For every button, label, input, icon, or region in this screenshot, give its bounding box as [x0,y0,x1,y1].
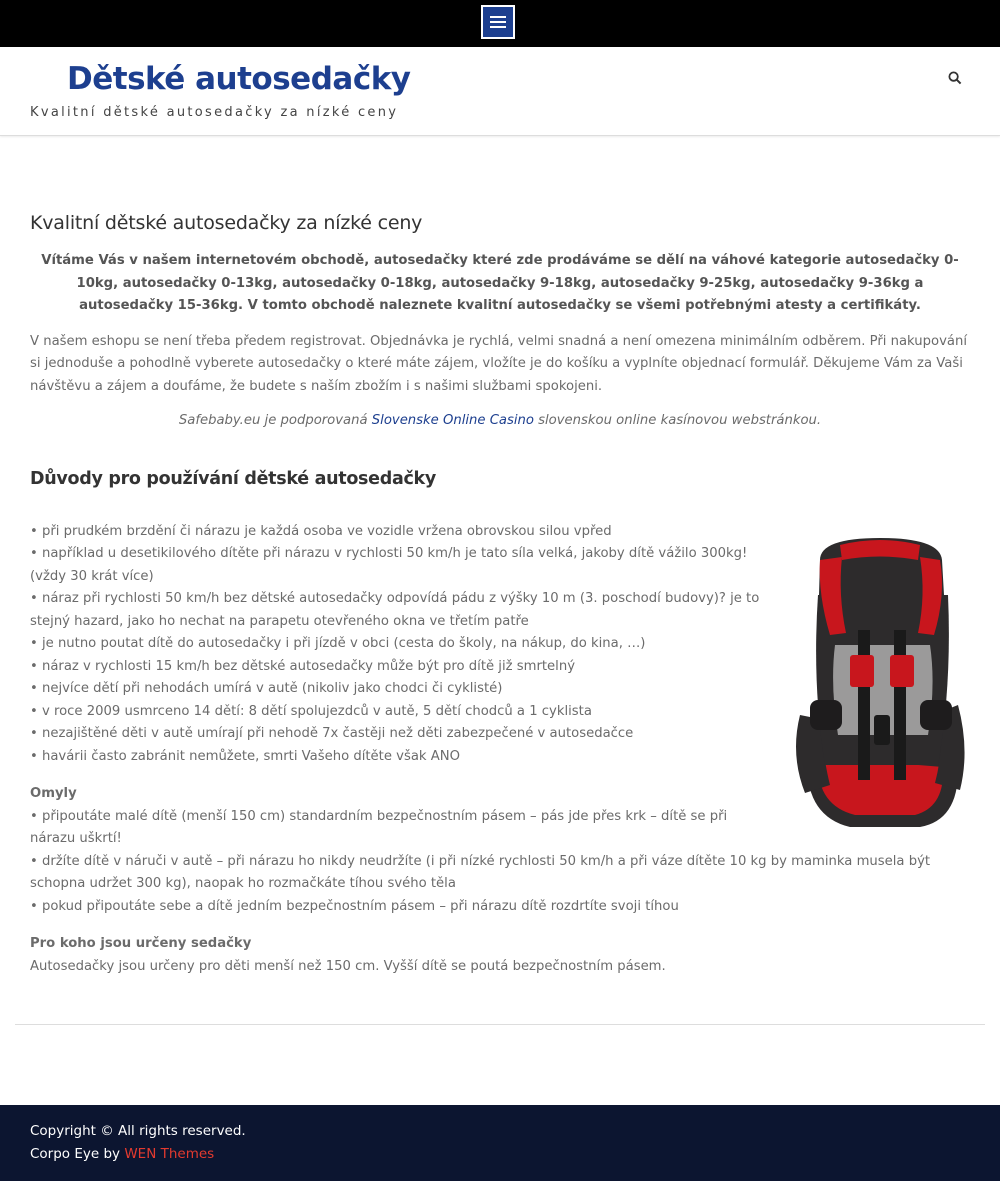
list-item: • nejvíce dětí při nehodách umírá v autě (nikoliv jako chodci či cyklisté) [30,681,503,696]
sponsor-text-before: Safebaby.eu je podporovaná [178,413,372,428]
footer-credit [30,1146,214,1162]
list-item: • držíte dítě v náruči v autě – při nárazu ho nikdy neudržíte (i při nízké rychlosti 50 km/h a při váze dítěte 10 kg by maminka musela být schopna udržet 300 kg), naopak ho rozmačkáte tíhou svého těla [30,853,931,891]
intro-paragraph: Vítáme Vás v našem internetovém obchodě, autosedačky které zde prodáváme se dělí na váhové kategorie autosedačky 0-10kg, autosedačky 0-13kg, autosedačky 0-18kg, autosedačky 9-18kg, autosedačky 9-25kg, autosedačky 9-36kg a autosedačky 15-36kg. V tomto obchodě naleznete kvalitní autosedačky se všemi potřebnými atesty a certifikáty. [41,253,959,313]
list-item: • například u desetikilového dítěte při nárazu v rychlosti 50 km/h je tato síla velká, jakoby dítě vážilo 300kg! (vždy 30 krát více) [30,546,748,584]
site-title[interactable]: Dětské autosedačky [67,61,411,97]
menu-toggle-button[interactable] [481,5,515,39]
car-seat-image [790,535,970,835]
list-item: • je nutno poutat dítě do autosedačky i při jízdě v obci (cesta do školy, na nákup, do kina, …) [30,636,646,651]
audience-text: Autosedačky jsou určeny pro děti menší než 150 cm. Vyšší dítě se poutá bezpečnostním pásem. [30,958,666,974]
sponsor-link[interactable]: Slovenske Online Casino [371,413,534,428]
site-footer [0,1105,1000,1181]
content-divider [15,1024,985,1025]
sponsor-note [30,410,970,433]
hamburger-icon [490,16,506,28]
list-item: • náraz při rychlosti 50 km/h bez dětské autosedačky odpovídá pádu z výšky 10 m (3. poschodí budovy)? je to stejný hazard, jako ho nechat na parapetu otevřeného okna ve třetím patře [30,591,760,629]
site-header [0,47,1000,136]
sponsor-text-after: slovenskou online kasínovou webstránkou. [533,413,822,428]
search-icon[interactable] [948,71,962,85]
credit-text: Corpo Eye by [30,1146,125,1162]
list-item: • v roce 2009 usmrceno 14 dětí: 8 dětí spolujezdců v autě, 5 dětí chodců a 1 cyklista [30,703,592,719]
page-title: Kvalitní dětské autosedačky za nízké ceny [30,212,423,234]
audience-title: Pro koho jsou určeny sedačky [30,936,252,951]
list-item: • nezajištěné děti v autě umírají při nehodě 7x častěji než děti zabezpečené v autosedačce [30,726,634,741]
list-item: • připoutáte malé dítě (menší 150 cm) standardním bezpečnostním pásem – pás jde přes krk – dítě se při nárazu uškrtí! [30,808,728,846]
info-paragraph: V našem eshopu se není třeba předem registrovat. Objednávka je rychlá, velmi snadná a není omezena minimálním odběrem. Při nakupování si jednoduše a pohodlně vyberete autosedačky o které máte zájem, vložíte je do košíku a vyplníte objednací formulář. Děkujeme Vám za Vaši návštěvu a zájem a doufáme, že budete s naším zbožím i s našimi službami spokojeni. [30,333,967,394]
copyright-text: Copyright © All rights reserved. [30,1123,246,1139]
top-navigation-bar [0,0,1000,47]
list-item: • při prudkém brzdění či nárazu je každá osoba ve vozidle vržena obrovskou silou vpřed [30,523,612,539]
list-item: • pokud připoutáte sebe a dítě jedním bezpečnostním pásem – při nárazu dítě rozdrtíte svoji tíhou [30,898,679,914]
list-item: • náraz v rychlosti 15 km/h bez dětské autosedačky může být pro dítě již smrtelný [30,658,575,674]
site-tagline: Kvalitní dětské autosedačky za nízké ceny [30,105,399,120]
reasons-list [30,521,770,769]
reasons-heading: Důvody pro používání dětské autosedačky [30,468,436,489]
list-item: • havárii často zabránit nemůžete, smrti Vašeho dítěte však ANO [30,748,461,764]
mistakes-title: Omyly [30,786,77,801]
theme-link[interactable]: WEN Themes [124,1146,215,1162]
